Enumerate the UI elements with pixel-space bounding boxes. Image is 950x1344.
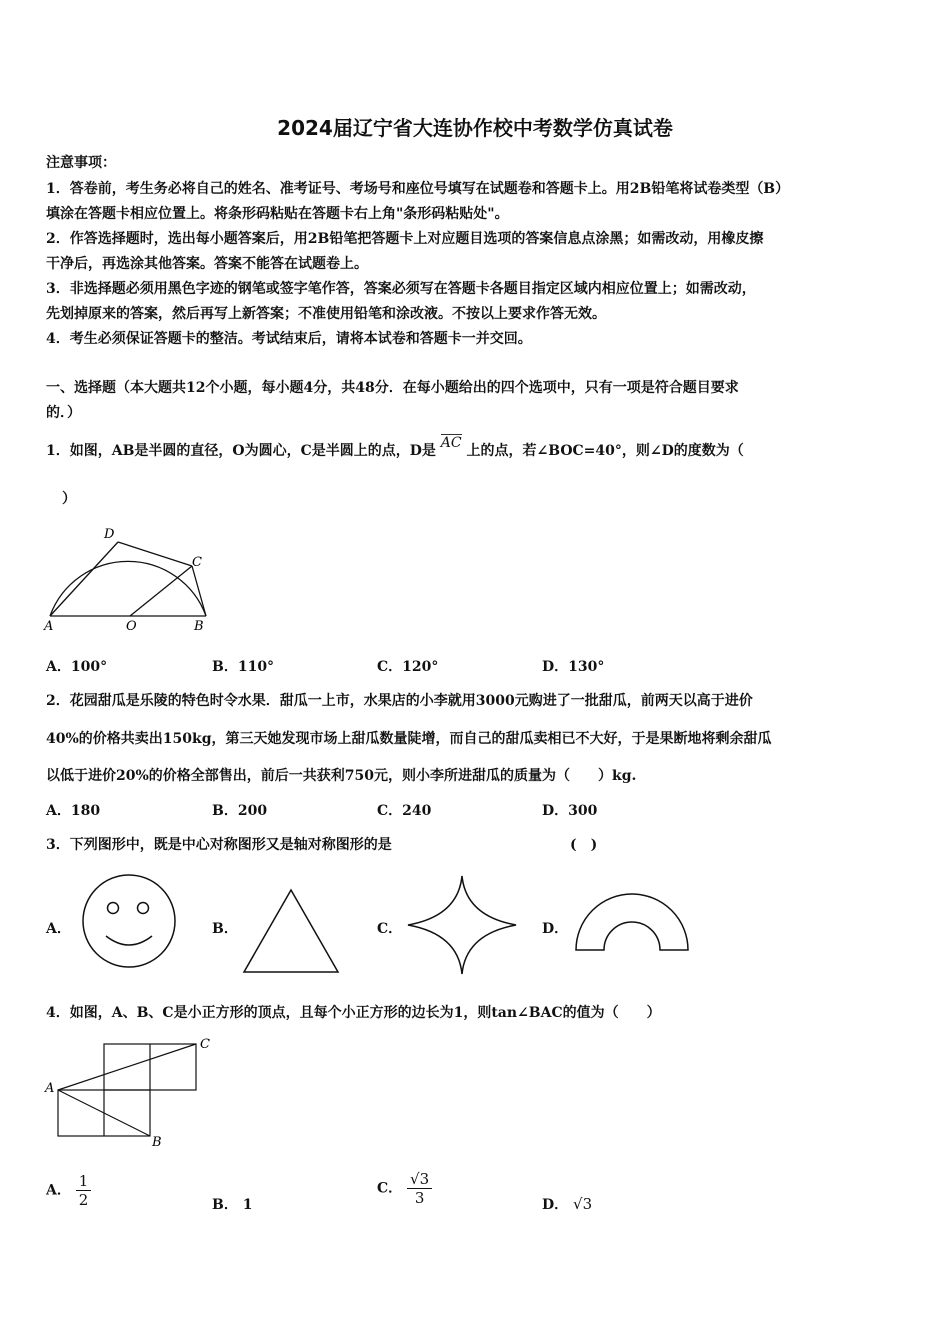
fraction-denominator: 2 xyxy=(78,1191,89,1209)
q4-option-d[interactable] xyxy=(542,1194,592,1214)
q4-option-a-fraction xyxy=(76,1172,92,1209)
q1-text-a: 1．如图，AB是半圆的直径，O为圆心，C是半圆上的点，D是 xyxy=(46,443,436,459)
four-point-star-icon[interactable] xyxy=(404,872,520,978)
q1-text-b: 上的点，若∠BOC=40°，则∠D的度数为（ xyxy=(466,443,744,459)
q1-option-d[interactable]: D．130° xyxy=(542,659,605,675)
section-heading: 一、选择题（本大题共12个小题，每小题4分，共48分．在每小题给出的四个选项中，只有一项是符合题目要求 xyxy=(46,380,739,396)
q3-option-a-label[interactable]: A． xyxy=(46,921,71,937)
q4-option-a[interactable] xyxy=(46,1172,91,1209)
q4-option-c-fraction xyxy=(407,1170,432,1207)
q1-label-c: C xyxy=(192,555,202,570)
section-heading-cont: 的．） xyxy=(46,405,81,421)
q3-option-b-label[interactable]: B． xyxy=(212,921,238,937)
q2-option-a[interactable]: A．180 xyxy=(46,803,101,819)
smiley-face-icon[interactable] xyxy=(78,870,180,972)
q1-label-d: D xyxy=(104,527,115,542)
notice-line: 先划掉原来的答案，然后再写上新答案；不准使用铅笔和涂改液。不按以上要求作答无效。 xyxy=(46,306,606,322)
q1-arc-label: AC xyxy=(440,435,462,451)
q1-label-b: B xyxy=(194,619,204,634)
fraction-numerator: 1 xyxy=(76,1172,92,1191)
exam-title: 2024届辽宁省大连协作校中考数学仿真试卷 xyxy=(277,116,673,140)
notice-line: 3．非选择题必须用黑色字迹的钢笔或签字笔作答，答案必须写在答题卡各题目指定区域内相应位置上；如需改动， xyxy=(46,281,756,297)
q2-option-c[interactable]: C．240 xyxy=(377,803,432,819)
q4-option-c-label: C． xyxy=(377,1180,403,1197)
q1-option-b[interactable]: B．110° xyxy=(212,659,275,675)
question-2-line: 40%的价格共卖出150kg，第三天她发现市场上甜瓜数量陡增，而自己的甜瓜卖相已不大好，于是果断地将剩余甜瓜 xyxy=(46,731,772,747)
q1-label-o: O xyxy=(126,619,137,634)
q4-label-a: A xyxy=(45,1081,55,1096)
q1-option-c[interactable]: C．120° xyxy=(377,659,439,675)
notice-line: 干净后，再选涂其他答案。答案不能答在试题卷上。 xyxy=(46,256,368,272)
q3-option-d-label[interactable]: D． xyxy=(542,921,569,937)
q2-option-b[interactable]: B．200 xyxy=(212,803,268,819)
question-1-text xyxy=(46,435,744,460)
notice-line: 填涂在答题卡相应位置上。将条形码粘贴在答题卡右上角"条形码粘贴处"。 xyxy=(46,206,509,222)
q4-option-c[interactable] xyxy=(377,1170,432,1207)
notice-line: 1．答卷前，考生务必将自己的姓名、准考证号、考场号和座位号填写在试题卷和答题卡上。用2B铅笔将试卷类型（B） xyxy=(46,181,790,197)
q1-semicircle-figure xyxy=(40,522,220,637)
q1-close-paren: ） xyxy=(62,491,76,507)
notice-line: 4．考生必须保证答题卡的整洁。考试结束后，请将本试卷和答题卡一并交回。 xyxy=(46,331,532,347)
q4-grid-figure xyxy=(40,1034,220,1152)
question-4-text: 4．如图，A、B、C是小正方形的顶点，且每个小正方形的边长为1，则tan∠BAC的值为（ ） xyxy=(46,1005,661,1021)
q2-option-d[interactable]: D．300 xyxy=(542,803,598,819)
q1-label-a: A xyxy=(44,619,54,634)
question-2-line: 2．花园甜瓜是乐陵的特色时令水果．甜瓜一上市，水果店的小李就用3000元购进了一批甜瓜，前两天以高于进价 xyxy=(46,693,753,709)
triangle-icon[interactable] xyxy=(238,886,344,978)
question-3-text: 3．下列图形中，既是中心对称图形又是轴对称图形的是 xyxy=(46,837,392,853)
notice-heading: 注意事项： xyxy=(46,155,116,171)
q1-option-a[interactable]: A．100° xyxy=(46,659,108,675)
fraction-numerator: √3 xyxy=(407,1170,432,1189)
q4-option-b[interactable] xyxy=(212,1194,252,1214)
semi-ring-arch-icon[interactable] xyxy=(570,884,694,956)
q3-option-c-label[interactable]: C． xyxy=(377,921,403,937)
q4-option-a-label: A． xyxy=(46,1182,71,1199)
q4-option-d-value: √3 xyxy=(573,1195,593,1213)
q4-label-c: C xyxy=(200,1037,210,1052)
question-2-line: 以低于进价20%的价格全部售出，前后一共获利750元，则小李所进甜瓜的质量为（ ）kg. xyxy=(46,768,637,784)
q4-option-b-label: B． xyxy=(212,1197,238,1213)
q4-option-b-value: 1 xyxy=(242,1197,253,1213)
q4-label-b: B xyxy=(152,1135,162,1150)
fraction-denominator: 3 xyxy=(414,1189,425,1207)
notice-line: 2．作答选择题时，选出每小题答案后，用2B铅笔把答题卡上对应题目选项的答案信息点涂黑；如需改动，用橡皮擦 xyxy=(46,231,764,247)
q3-paren: ( ) xyxy=(570,837,598,853)
q4-option-d-label: D． xyxy=(542,1197,569,1213)
